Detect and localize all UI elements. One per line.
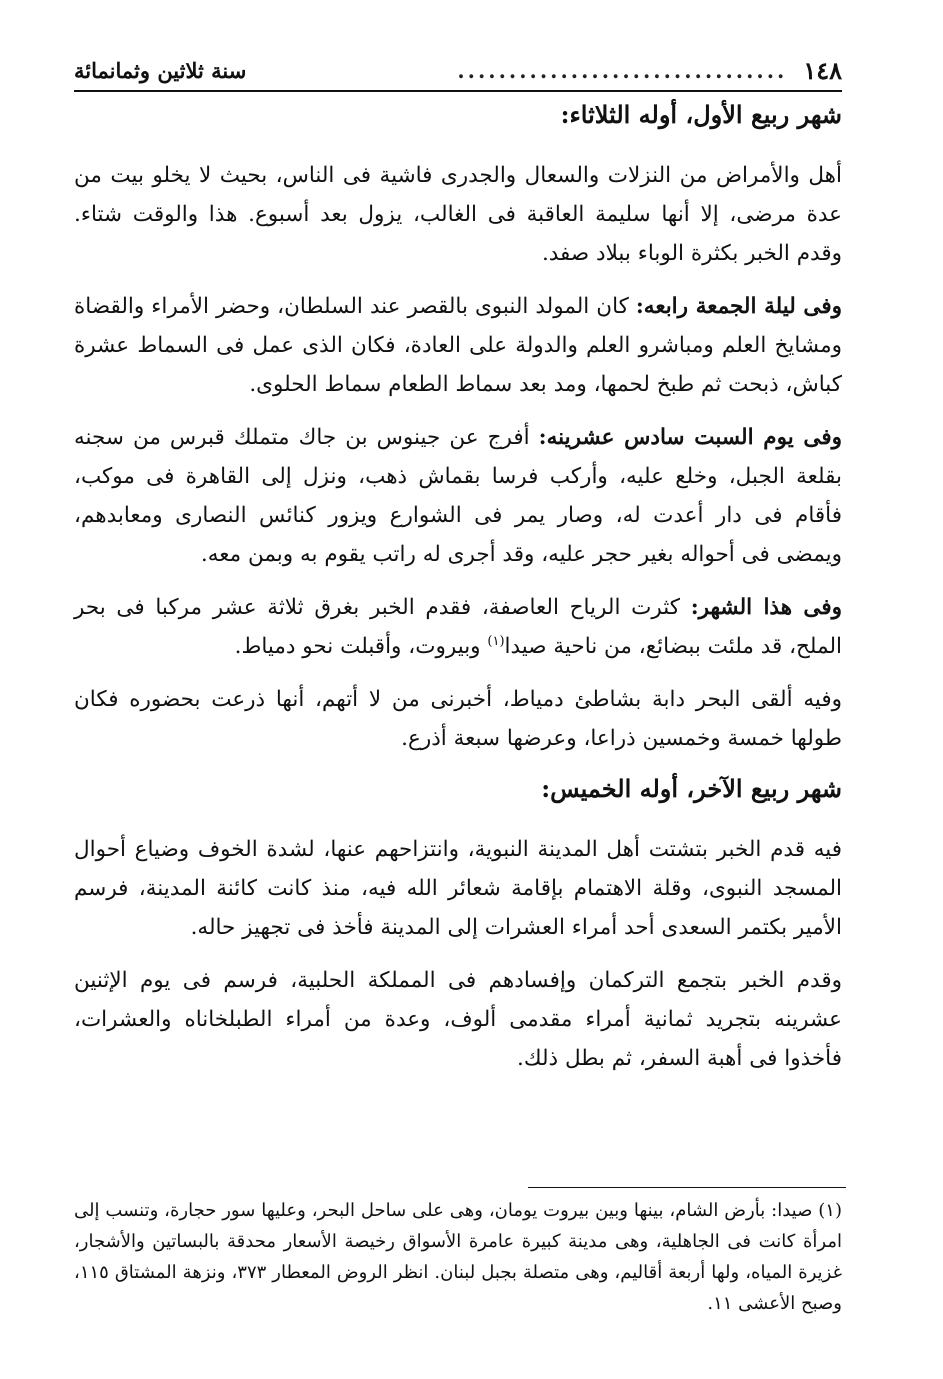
paragraph-sea-creature	[74, 680, 842, 758]
paragraph-text: كان المولد النبوى بالقصر عند السلطان، وحضر الأمراء والقضاة ومشايخ العلم ومباشرو العلم والدولة على العادة، فكان الذى عمل فى السماط عشرة كباش، ذبحت ثم طبخ لحمها، ومد بعد سماط الطعام سماط الحلوى.	[74, 294, 842, 397]
paragraph-lead: وفى هذا الشهر:	[690, 595, 843, 620]
book-page	[74, 50, 842, 1092]
paragraph-text: كثرت الرياح العاصفة، فقدم الخبر بغرق ثلاثة عشر مركبا فى بحر الملح، قد ملئت ببضائع، من ناحية صيدا	[74, 595, 842, 659]
paragraph-epidemic	[74, 156, 842, 273]
paragraph-text: وبيروت، وأقبلت نحو دمياط.	[234, 634, 488, 659]
paragraph-mawlid	[74, 287, 842, 404]
paragraph-turkmen	[74, 961, 842, 1078]
year-title: سنة ثلاثين وثمانمائة	[74, 57, 247, 83]
paragraph-lead: وفى ليلة الجمعة رابعه:	[635, 294, 842, 319]
paragraph-medina	[74, 830, 842, 947]
footnote: (١) صيدا: بأرض الشام، بينها وبين بيروت يومان، وهى على ساحل البحر، وعليها سور حجارة، وتنسب إلى امرأة كانت فى الجاهلية، وهى مدينة كبيرة عامرة الأسواق رخيصة الأسعار محدقة بالبساتين والأشجار، غزيرة المياه، ولها أربعة أقاليم، وهى متصلة بجبل لبنان. انظر الروض المعطار ٣٧٣، ونزهة المشتاق ١١٥، وصبح الأعشى ١١.	[74, 1200, 842, 1314]
paragraph-text: وفيه ألقى البحر دابة بشاطئ دمياط، أخبرنى من لا أتهم، أنها ذرعت بحضوره فكان طولها خمسة وخمسين ذراعا، وعرضها سبعة أذرع.	[74, 687, 842, 751]
paragraph-text: أهل والأمراض من النزلات والسعال والجدرى فاشية فى الناس، بحيث لا يخلو بيت من عدة مرضى، إلا أنها سليمة العاقبة فى الغالب، يزول بعد أسبوع. هذا والوقت شتاء. وقدم الخبر بكثرة الوباء ببلاد صفد.	[74, 163, 842, 266]
paragraph-text: فيه قدم الخبر بتشتت أهل المدينة النبوية، وانتزاحهم عنها، لشدة الخوف وضياع أحوال المسجد النبوى، وقلة الاهتمام بإقامة شعائر الله فيه، منذ كانت كائنة المدينة، فرسم الأمير بكتمر السعدى أحد أمراء العشرات إلى المدينة فأخذ فى تجهيز حاله.	[74, 837, 842, 940]
paragraph-storms	[74, 588, 842, 666]
paragraph-cyprus-king	[74, 418, 842, 574]
month-heading-rabi-al-akhir: شهر ربيع الآخر، أوله الخميس:	[541, 774, 842, 803]
footnote-marker: (١)	[487, 633, 505, 649]
paragraph-text: وقدم الخبر بتجمع التركمان وإفسادهم فى المملكة الحلبية، فرسم فى يوم الإثنين عشرينه بتجريد ثمانية أمراء مقدمى ألوف، وعدة من أمراء الطبلخاناه والعشرات، فأخذوا فى أهبة السفر، ثم بطل ذلك.	[74, 968, 842, 1071]
page-number: ١٤٨	[803, 55, 842, 85]
running-header	[74, 50, 842, 92]
footnote-divider	[528, 1187, 846, 1188]
paragraph-text: أفرج عن جينوس بن جاك متملك قبرس من سجنه بقلعة الجبل، وخلع عليه، وأركب فرسا بقماش ذهب، ونزل إلى القاهرة فى موكب، فأقام فى دار أعدت له، وصار يمر فى الشوارع ويزور كنائس النصارى ومعابدهم، ويمضى فى أحواله بغير حجر عليه، وقد أجرى له راتب يقوم به وبمن معه.	[74, 425, 842, 567]
month-heading-rabi-al-awwal: شهر ربيع الأول، أوله الثلاثاء:	[560, 100, 842, 129]
paragraph-lead: وفى يوم السبت سادس عشرينه:	[538, 425, 843, 450]
leader-dots: ................................	[457, 57, 788, 83]
